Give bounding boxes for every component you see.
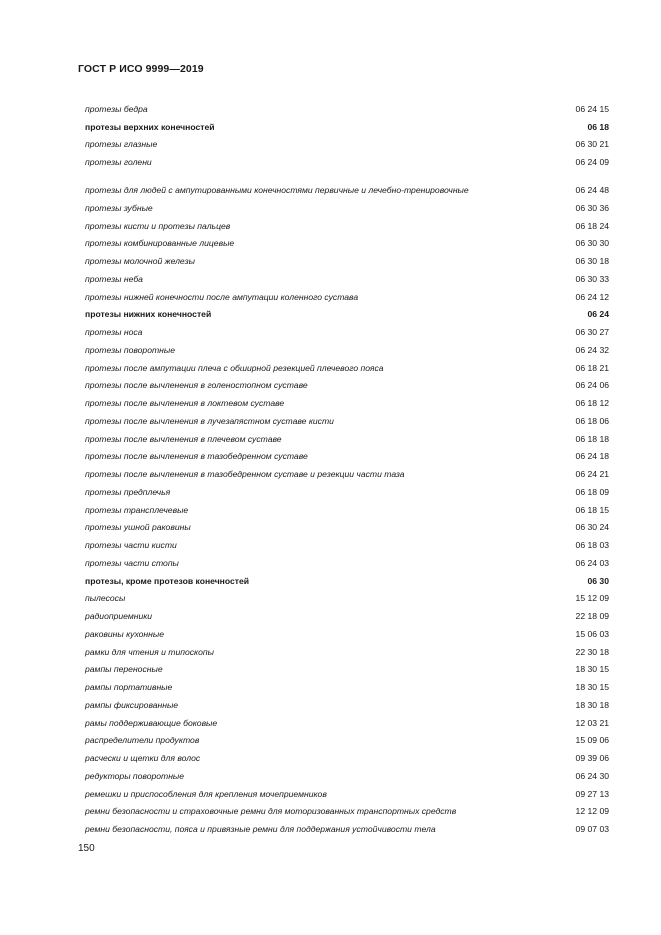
index-entry: [85, 132, 609, 150]
entry-code: 06 30: [587, 575, 609, 586]
entry-term: протезы ушной раковины: [85, 522, 191, 533]
entry-code: 06 30 18: [575, 256, 609, 266]
entry-code: 22 18 09: [575, 611, 609, 621]
index-entry: [85, 586, 609, 604]
index-entry: [85, 763, 609, 781]
entry-code: 15 09 06: [575, 735, 609, 746]
index-entry: [85, 497, 609, 515]
entry-code: 06 24 06: [575, 380, 609, 391]
entry-term: протезы части стопы: [85, 557, 179, 568]
index-entry: [85, 337, 609, 355]
entry-code: 12 03 21: [575, 717, 609, 728]
entry-code: 06 24 30: [575, 770, 609, 781]
index-entry: [85, 231, 609, 249]
entry-term: протезы трансплечевые: [85, 504, 189, 515]
entry-code: 06 24 15: [575, 103, 609, 114]
entry-code: 06 18 03: [575, 540, 609, 550]
entry-code: 06 30 24: [575, 522, 609, 533]
entry-term: протезы после вычленения в голеностопном суставе: [85, 380, 308, 391]
entry-code: 06 18 09: [575, 486, 609, 497]
entry-code: 06 24 12: [575, 291, 609, 302]
entry-term: протезы нижней конечности после ампутации коленного сустава: [85, 291, 359, 302]
entry-code: 09 27 13: [575, 788, 609, 799]
entry-term: рампы переносные: [85, 664, 163, 675]
index-entry: [85, 674, 609, 692]
entry-code: 06 30 33: [575, 273, 609, 284]
index-entry: [85, 603, 609, 621]
index-entry: [85, 444, 609, 462]
entry-term: протезы части кисти: [85, 540, 177, 550]
entry-term: протезы комбинированные лицевые: [85, 238, 235, 249]
entry-term: радиоприемники: [85, 611, 153, 621]
entry-code: 06 24 21: [575, 469, 609, 479]
entry-term: рамки для чтения и типоскопы: [85, 646, 214, 657]
entry-code: 18 30 18: [575, 699, 609, 710]
entry-term: протезы после вычленения в тазобедренном суставе и резекции части таза: [85, 469, 405, 479]
entry-term: ремешки и приспособления для крепления мочеприемников: [85, 788, 327, 799]
index-entry: [85, 710, 609, 728]
entry-code: 06 18 18: [575, 433, 609, 444]
index-entry: [85, 213, 609, 231]
entry-term: протезы верхних конечностей: [85, 121, 215, 132]
index-entry: [85, 657, 609, 675]
entry-code: 06 24: [587, 309, 609, 320]
index-section-heading: [85, 568, 609, 586]
index-entry: [85, 515, 609, 533]
document-header: ГОСТ Р ИСО 9999—2019: [78, 63, 204, 75]
index-entry: [85, 319, 609, 337]
index-entry: [85, 426, 609, 444]
entry-term: рампы портативные: [85, 682, 173, 692]
entry-term: протезы для людей с ампутированными конечностями первичные и лечебно-тренировочные: [85, 185, 469, 195]
entry-term: протезы голени: [85, 157, 152, 167]
index-entry: [85, 373, 609, 391]
index-entry: [85, 799, 609, 817]
entry-code: 18 30 15: [575, 682, 609, 692]
entry-term: рамы поддерживающие боковые: [85, 717, 218, 728]
entry-term: ремни безопасности и страховочные ремни для моторизованных транспортных средств: [85, 806, 457, 817]
entry-term: раковины кухонные: [85, 628, 164, 639]
entry-term: протезы поворотные: [85, 344, 175, 355]
entry-code: 06 24 32: [575, 344, 609, 355]
index-entry: [85, 96, 609, 114]
index-entry: [85, 692, 609, 710]
index-entry: [85, 390, 609, 408]
entry-term: пылесосы: [85, 593, 126, 604]
entry-term: расчески и щетки для волос: [85, 753, 201, 763]
page-number: 150: [78, 843, 95, 854]
entry-code: 06 24 09: [575, 157, 609, 167]
entry-code: 06 18 21: [575, 362, 609, 373]
index-section-heading: [85, 114, 609, 132]
index-section-heading: [85, 302, 609, 320]
entry-term: распределители продуктов: [85, 735, 200, 746]
index-entry: [85, 461, 609, 479]
index-entry: [85, 355, 609, 373]
entry-code: 12 12 09: [575, 806, 609, 817]
index-entry: [85, 248, 609, 266]
entry-code: 06 30 27: [575, 327, 609, 337]
index-entry: [85, 195, 609, 213]
entry-code: 09 07 03: [575, 824, 609, 834]
entry-term: протезы нижних конечностей: [85, 309, 212, 320]
entry-code: 06 18 15: [575, 504, 609, 515]
entry-term: ремни безопасности, пояса и привязные ремни для поддержания устойчивости тела: [85, 824, 436, 834]
entry-term: протезы после вычленения в лучезапястном суставе кисти: [85, 415, 334, 426]
entry-code: 22 30 18: [575, 646, 609, 657]
index-entry: [85, 550, 609, 568]
index-entry: [85, 284, 609, 302]
index-entry: [85, 408, 609, 426]
entry-term: протезы предплечья: [85, 486, 171, 497]
index-entry: [85, 149, 609, 167]
entry-term: протезы после ампутации плеча с обширной резекцией плечевого пояса: [85, 362, 384, 373]
entry-code: 09 39 06: [575, 753, 609, 763]
entry-code: 06 18: [587, 121, 609, 132]
entry-code: 06 18 06: [575, 415, 609, 426]
entry-code: 06 24 03: [575, 557, 609, 568]
index-entry: [85, 621, 609, 639]
index-entry: [85, 639, 609, 657]
index-entry: [85, 781, 609, 799]
entry-term: протезы, кроме протезов конечностей: [85, 575, 250, 586]
entry-term: протезы после вычленения в плечевом суставе: [85, 433, 282, 444]
entry-term: протезы бедра: [85, 103, 148, 114]
entry-term: рампы фиксированные: [85, 699, 179, 710]
entry-code: 06 18 24: [575, 220, 609, 231]
entry-code: 06 30 21: [575, 139, 609, 150]
index-entry: [85, 728, 609, 746]
entry-term: протезы после вычленения в тазобедренном суставе: [85, 451, 308, 462]
index-entry: [85, 816, 609, 834]
entry-code: 06 24 48: [575, 185, 609, 195]
entry-term: протезы глазные: [85, 139, 158, 150]
index-entry: [85, 532, 609, 550]
entry-code: 18 30 15: [575, 664, 609, 675]
entry-code: 15 06 03: [575, 628, 609, 639]
entry-term: протезы кисти и протезы пальцев: [85, 220, 231, 231]
entry-code: 06 30 36: [575, 202, 609, 213]
entry-term: протезы зубные: [85, 202, 153, 213]
entry-term: протезы молочной железы: [85, 256, 195, 266]
index-entry: [85, 266, 609, 284]
entry-code: 06 24 18: [575, 451, 609, 462]
index-entry: [85, 745, 609, 763]
entry-term: протезы неба: [85, 273, 143, 284]
entry-term: протезы носа: [85, 327, 143, 337]
index-entry: [85, 167, 609, 195]
entry-term: протезы после вычленения в локтевом суставе: [85, 398, 285, 408]
entry-code: 15 12 09: [575, 593, 609, 604]
index-entries: [85, 96, 609, 834]
entry-code: 06 30 30: [575, 238, 609, 249]
entry-term: редукторы поворотные: [85, 770, 185, 781]
entry-code: 06 18 12: [575, 398, 609, 408]
index-entry: [85, 479, 609, 497]
